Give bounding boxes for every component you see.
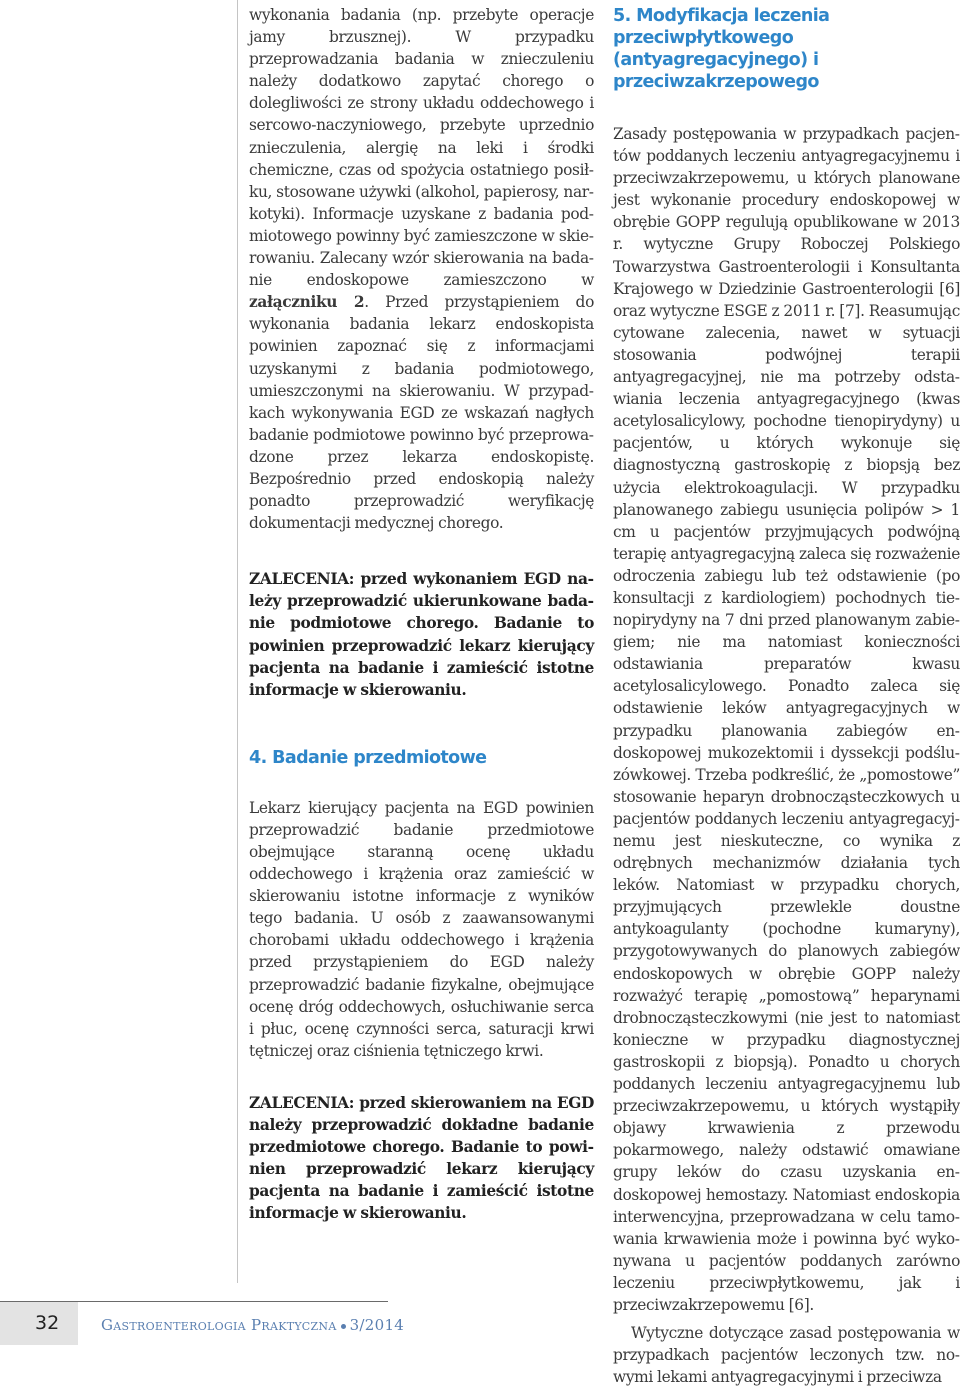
page-footer [0,1301,960,1345]
journal-issue: 3/2014 [349,1316,405,1334]
section-5-heading: 5. Modyfikacja leczenia przeciwpłytkowego (antyagregacyjnego) i przeciwzakrzepowego [613,6,830,92]
bullet-icon [341,1324,346,1329]
section-4-heading: 4. Badanie przedmiotowe [249,747,487,768]
page-number-box [0,1302,78,1345]
right-paragraph-2: Wytyczne dotyczące zasad postępowania w przypadkach pacjentów leczonych tzw. nowymi lekami antyagregacyjnymi i przeciwza [613,1324,960,1387]
left-paragraph-1 [249,4,594,534]
right-paragraph-1: Zasady postępowania w przypadkach pacjentów poddanych leczeniu antyagregacyjnemu i przeciwzakrzepowemu, u których planowane jest wykonanie procedury endoskopowej w obrębie GOPP regulują opublikowane w 2013 r. wytyczne Grupy Roboczej Polskiego Towarzystwa Gastroenterologii i Konsultanta Krajowego w Dziedzinie Gastroenterologii [6] oraz wytyczne ESGE z 2011 r. [7]. Reasumując cytowane zalecenia, nawet w sytuacji stosowania podwójnej terapii antyagregacyjnej, nie ma potrzeby odstawiania leczenia antyagregacyjnego (kwas acetylosalicylowy, pochodne tienopirydyny) u pacjentów, u których wykonuje się diagnostyczną gastroskopię z biopsją bez użycia elektrokoagulacji. W przypadku planowanego zabiegu usunięcia polipów > 1 cm u pacjentów przyjmujących podwójną terapię antyagregacyjną zaleca się rozważenie odroczenia zabiegu lub też odstawienie (po konsultacji z kardiologiem) pochodnych tienopirydyny na 7 dni przed planowanym zabiegiem; nie ma natomiast konieczności odstawiania preparatów kwasu acetylosalicylowego. Ponadto zaleca się odstawienie leków antyagregacyjnych w przypadku planowania zabiegów endoskopowej mukozektomii i dyssekcji podśluzówkowej. Trzeba podkreślić, że „pomostowe” stosowanie heparyn drobnocząsteczkowych u pacjentów poddanych leczeniu antyagregacyjnemu jest nieskuteczne, co wynika z odrębnych mechanizmów działania tych leków. Natomiast w przypadku chorych, przyjmujących przewlekle doustne antykoagulanty (pochodne kumaryny), przygotowywanych do planowych zabiegów endoskopowych w obrębie GOPP należy rozważyć terapię „pomostową” heparynami drobnocząsteczkowymi (nie jest to natomiast konieczne w przypadku diagnostycznej gastroskopii z biopsją). Ponadto u chorych poddanych leczeniu antyagregacyjnemu lub przeciwzakrzepowemu, u których wystąpiły objawy krwawienia z przewodu pokarmowego, należy odstawić omawiane grupy leków do czasu uzyskania endoskopowej hemostazy. Natomiast endoskopia interwencyjna, przeprowadzana w celu tamowania krwawienia może i powinna być wykonywana u pacjentów poddanych zarówno leczeniu przeciwpłytkowemu, jak i przeciwzakrzepowemu [6]. [613,125,960,1314]
journal-title [101,1316,404,1334]
column-divider [237,0,238,1283]
page-number: 32 [35,1312,60,1334]
recommendation-exam: ZALECENIA: przed skierowaniem na EGD należy przeprowadzić dokładne badanie przedmiotowe chorego. Badanie to powinien przeprowadzić lekarz kierujący pacjenta na badanie i zamieścić istotne informacje w skierowaniu. [249,1093,594,1223]
right-column [613,0,960,1388]
left-paragraph-1-text: wykonania badania (np. przebyte operacje jamy brzusznej). W przypadku przeprowadzania badania w znieczuleniu należy dodatkowo zapytać chorego o dolegliwości ze strony układu oddechowego i sercowo-naczyniowego, przebyte uprzednio znieczulenia, alergię na leki i środki chemiczne, czas od spożycia ostatniego posiłku, stosowane używki (alkohol, papierosy, narkotyki). Informacje uzyskane z badania podmiotowego powinny być zamieszczone w skierowaniu. Zalecany wzór skierowania na badanie endoskopowe zamieszczono w [249,6,594,290]
left-column [249,0,594,1225]
recommendation-history: ZALECENIA: przed wykonaniem EGD należy przeprowadzić ukierunkowane badanie podmiotowe chorego. Badanie to powinien przeprowadzić lekarz kierujący pacjenta na badanie i zamieścić istotne informacje w skierowaniu. [249,570,594,699]
journal-name: Gastroenterologia Praktyczna [101,1316,337,1334]
left-paragraph-2: Lekarz kierujący pacjenta na EGD powinien przeprowadzić badanie przedmiotowe obejmujące staranną ocenę układu oddechowego i krążenia oraz zamieścić w skierowaniu istotne informacje z wyników tego badania. U osób z zaawansowanymi chorobami układu oddechowego i krążenia przed przystąpieniem do EGD należy przeprowadzić badanie fizykalne, obejmujące ocenę dróg oddechowych, osłuchiwanie serca i płuc, ocenę czynności serca, saturacji krwi tętniczej oraz ciśnienia tętniczego krwi. [249,798,594,1060]
appendix-reference: załączniku 2 [249,293,365,312]
left-paragraph-1-rest: . Przed przystąpieniem do wykonania badania lekarz endoskopista powinien zapoznać się z informacjami uzyskanymi z badania podmiotowego, umieszczonymi na skierowaniu. W przypadkach wykonywania EGD ze wskazań nagłych badanie podmiotowe powinno być przeprowadzone przez lekarza endoskopistę. Bezpośrednio przed endoskopią należy ponadto przeprowadzić weryfikację dokumentacji medycznej chorego. [249,293,594,533]
